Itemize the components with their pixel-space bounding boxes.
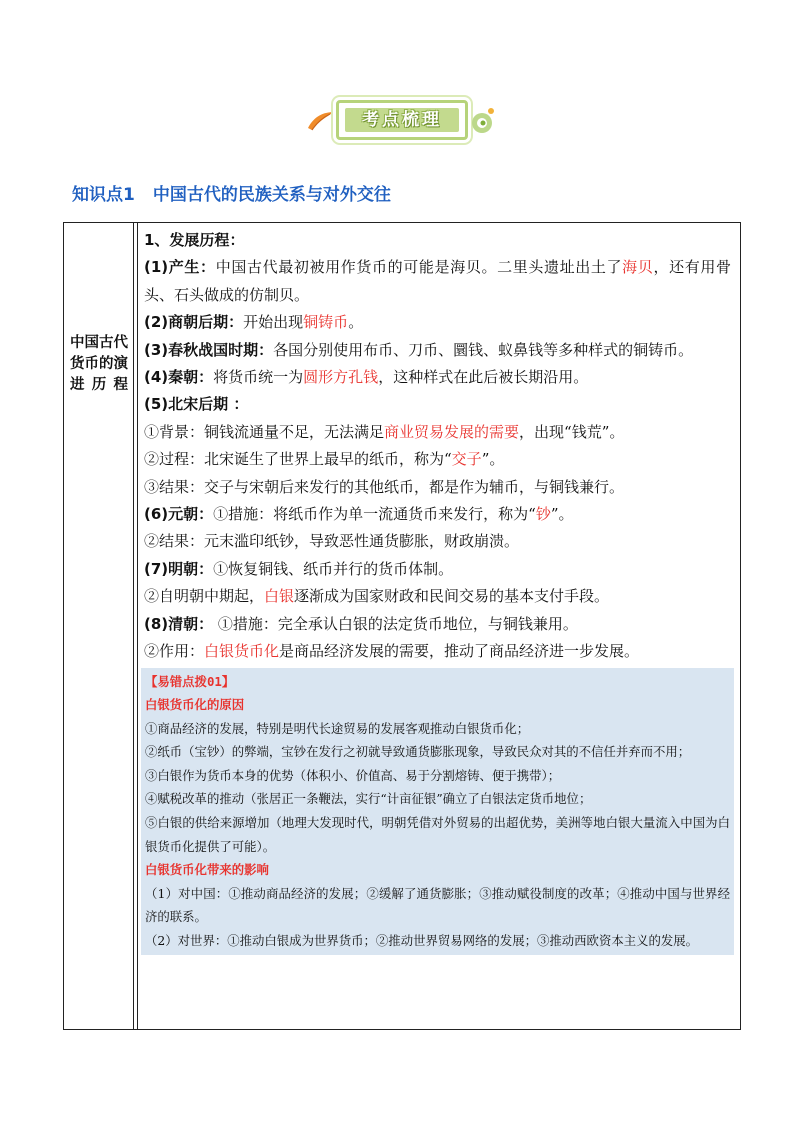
item-yuan-end: ”。 — [550, 505, 574, 524]
item-yuan-result: ②结果：元末滥印纸钞，导致恶性通货膨胀，财政崩溃。 — [144, 532, 520, 551]
item-spring-autumn-label: (3)春秋战国时期： — [144, 340, 274, 359]
item-qin-highlight: 圆形方孔钱 — [303, 368, 379, 387]
item-yuan-label: (6)元朝： — [144, 505, 214, 524]
reason-item: ②纸币（宝钞）的弊端，宝钞在发行之初就导致通货膨胀现象，导致民众对其的不信任并弃而不用； — [145, 744, 691, 760]
item-shang-label: (2)商朝后期： — [144, 313, 244, 332]
item-qing-text: ①措施：完全承认白银的法定货币地位，与铜钱兼用。 — [213, 614, 578, 633]
reasons-heading: 白银货币化的原因 — [145, 697, 245, 713]
item-spring-autumn — [144, 337, 731, 364]
item-ming-silver-highlight: 白银 — [264, 587, 295, 606]
item-qing-effect-text: ②作用： — [144, 642, 205, 661]
item-ming-silver-end: 逐渐成为国家财政和民间交易的基本支付手段。 — [294, 587, 610, 606]
item-origin-text-end: ，还有用骨头、石头做成的仿制贝。 — [144, 258, 731, 304]
error-tip-box — [141, 668, 734, 955]
item-ming-silver-text: ②自明朝中期起， — [144, 587, 265, 606]
reason-item: ⑤白银的供给来源增加（地理大发现时代，明朝凭借对外贸易的出超优势，美洲等地白银大量流入中国为白银货币化提供了可能）。 — [145, 815, 730, 854]
reason-item: ④赋税改革的推动（张居正一条鞭法，实行“计亩征银”确立了白银法定货币地位； — [145, 791, 592, 807]
item-qing — [144, 611, 731, 638]
item-origin-label: (1)产生： — [144, 258, 216, 277]
item-qin-label: (4)秦朝： — [144, 368, 214, 387]
leaf-icon — [306, 108, 336, 132]
item-yuan-text: ①措施：将纸币作为单一流通货币来发行，称为“ — [213, 505, 536, 524]
item-origin-highlight: 海贝 — [622, 258, 654, 277]
item-song-process-text: ②过程：北宋诞生了世界上最早的纸币，称为“ — [144, 450, 452, 469]
item-song-process — [144, 446, 731, 473]
item-qin-text-end: ，这种样式在此后被长期沿用。 — [378, 368, 589, 387]
item-song-label: (5)北宋后期 ： — [144, 395, 249, 414]
error-tip-heading: 【易错点拨01】 — [145, 673, 235, 689]
table-left-column — [64, 223, 134, 1029]
item-qing-label: (8)清朝： — [144, 614, 214, 633]
item-qing-effect — [144, 638, 731, 665]
item-ming-text: ①恢复铜钱、纸币并行的货币体制。 — [213, 559, 454, 578]
item-qin — [144, 364, 731, 391]
content-table — [63, 222, 741, 1030]
item-song-result: ③结果：交子与宋朝后来发行的其他纸币，都是作为辅币，与铜钱兼行。 — [144, 477, 625, 496]
impact-item: （1）对中国：①推动商品经济的发展；②缓解了通货膨胀；③推动赋役制度的改革；④推动中国与世界经济的联系。 — [145, 885, 730, 925]
item-song-process-end: ”。 — [481, 450, 505, 469]
section-heading: 中国古代的民族关系与对外交往 — [152, 185, 391, 205]
item-shang-end: 。 — [348, 313, 364, 332]
section-title — [72, 180, 391, 205]
item-shang — [144, 309, 731, 336]
banner-title: 考点梳理 — [345, 108, 459, 132]
item-ming-silver — [144, 583, 731, 610]
banner-frame — [336, 100, 468, 140]
table-right-column — [137, 223, 737, 1029]
development-heading: 1、发展历程： — [144, 231, 245, 249]
item-song-process-highlight: 交子 — [451, 450, 482, 469]
item-spring-autumn-text: 各国分别使用布币、刀币、圜钱、蚁鼻钱等多种样式的铜铸币。 — [273, 340, 694, 359]
item-song-background-highlight: 商业贸易发展的需要 — [384, 422, 520, 441]
item-origin — [144, 254, 731, 309]
swirl-ornament-icon — [469, 106, 497, 136]
item-shang-highlight: 铜铸币 — [303, 313, 349, 332]
header-banner — [306, 96, 496, 148]
item-qin-text: 将货币统一为 — [213, 368, 304, 387]
item-ming — [144, 556, 731, 583]
item-qing-effect-end: 是商品经济发展的需要，推动了商品经济进一步发展。 — [279, 642, 640, 661]
item-shang-text: 开始出现 — [243, 313, 304, 332]
reason-item: ①商品经济的发展，特别是明代长途贸易的发展客观推动白银货币化； — [145, 720, 530, 736]
topic-label: 中国古代货币的演进历程 — [70, 335, 128, 393]
section-number: 知识点1 — [72, 185, 135, 205]
item-ming-label: (7)明朝： — [144, 559, 214, 578]
item-song-background-text: ①背景：铜钱流通量不足，无法满足 — [144, 422, 385, 441]
item-origin-text: 中国古代最初被用作货币的可能是海贝。二里头遗址出土了 — [215, 258, 623, 277]
item-yuan-highlight: 钞 — [535, 505, 551, 524]
item-song-background — [144, 419, 731, 446]
reason-item: ③白银作为货币本身的优势（体积小、价值高、易于分割熔铸、便于携带）； — [145, 767, 561, 783]
item-yuan — [144, 501, 731, 528]
impacts-heading: 白银货币化带来的影响 — [145, 862, 269, 878]
item-qing-effect-highlight: 白银货币化 — [204, 642, 280, 661]
item-song-background-end: ，出现“钱荒”。 — [519, 422, 625, 441]
impact-item: （2）对世界：①推动白银成为世界货币；②推动世界贸易网络的发展；③推动西欧资本主义的发展。 — [145, 933, 699, 949]
